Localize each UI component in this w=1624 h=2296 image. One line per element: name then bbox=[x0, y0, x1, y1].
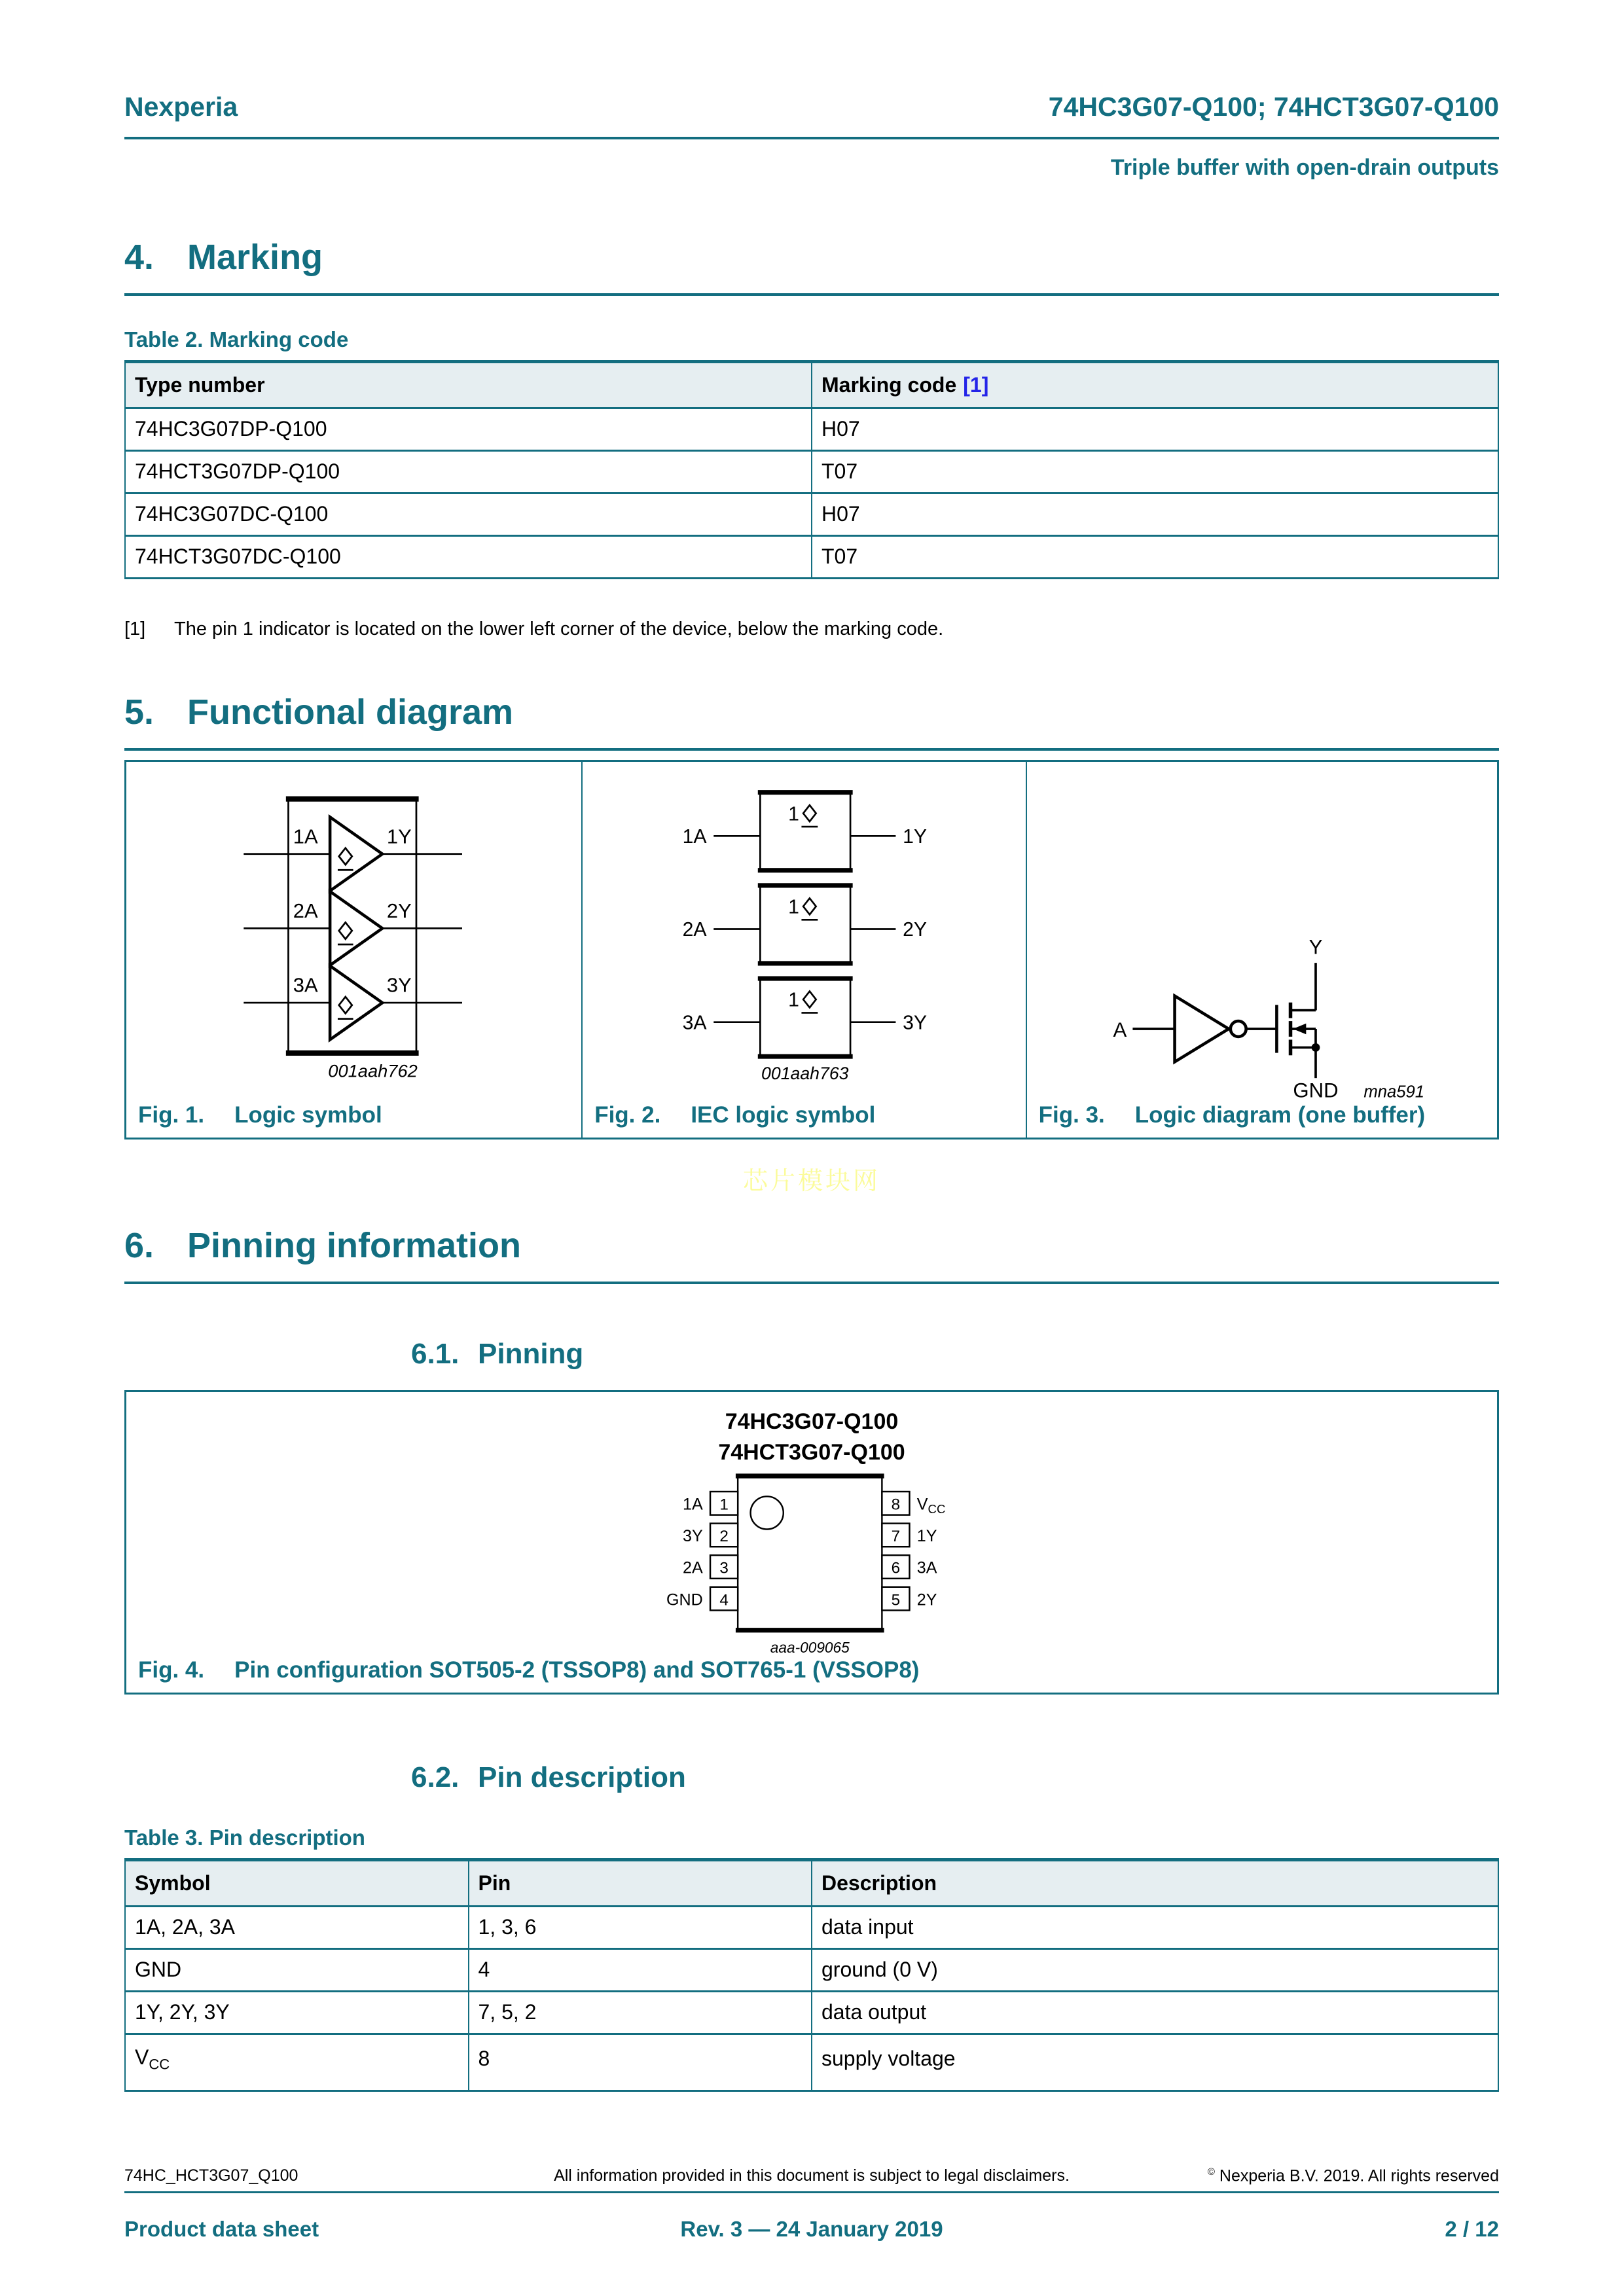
figure-title: IEC logic symbol bbox=[691, 1102, 876, 1128]
table-cell-pin: 8 bbox=[469, 2034, 812, 2090]
section-heading-functional-diagram bbox=[124, 692, 1499, 751]
table2-caption: Table 2. Marking code bbox=[124, 327, 349, 351]
buffer-symbol-3 bbox=[244, 965, 462, 1039]
figure-title: Logic symbol bbox=[234, 1102, 382, 1128]
pin-label: GND bbox=[666, 1590, 703, 1609]
pin-number: 8 bbox=[891, 1496, 900, 1514]
footer-doc-id: 74HC_HCT3G07_Q100 bbox=[124, 2166, 298, 2185]
table-cell-pin: 4 bbox=[469, 1948, 812, 1991]
table-cell-marking-code: H07 bbox=[812, 493, 1498, 536]
table-row bbox=[125, 1906, 1498, 1948]
subsection-title: Pinning bbox=[478, 1337, 584, 1370]
pin-number: 3 bbox=[719, 1559, 729, 1577]
table-header-row bbox=[125, 1859, 1498, 1906]
qualifier-label: 1 bbox=[788, 989, 800, 1011]
output-label: 1Y bbox=[386, 825, 412, 848]
pin-configuration-diagram bbox=[631, 1469, 993, 1656]
input-label: 1A bbox=[293, 825, 318, 848]
symbol-subscript: CC bbox=[149, 2056, 170, 2073]
fig1-panel bbox=[126, 762, 581, 1138]
iec-logic-symbol-diagram bbox=[646, 785, 962, 1083]
open-drain-icon bbox=[804, 991, 817, 1007]
output-label: 3Y bbox=[903, 1012, 928, 1034]
pin-label: 1Y bbox=[916, 1527, 937, 1546]
section-heading-marking bbox=[124, 237, 1499, 296]
nmos-transistor-icon bbox=[1277, 963, 1320, 1078]
table-cell-type-number: 74HC3G07DP-Q100 bbox=[125, 408, 812, 451]
output-label: 3Y bbox=[386, 973, 412, 997]
footer-revision: Rev. 3 — 24 January 2019 bbox=[680, 2217, 943, 2242]
fig3-caption bbox=[1027, 1102, 1497, 1138]
section-title: Marking bbox=[187, 238, 323, 277]
chip-title-line2: 74HCT3G07-Q100 bbox=[718, 1440, 905, 1465]
output-label: Y bbox=[1308, 935, 1323, 959]
iec-block-3 bbox=[683, 976, 927, 1058]
open-drain-icon bbox=[804, 898, 817, 914]
pin1-indicator-icon bbox=[750, 1497, 783, 1530]
table-row bbox=[125, 408, 1498, 451]
figure-title: Pin configuration SOT505-2 (TSSOP8) and SOT765-1 (VSSOP8) bbox=[234, 1657, 920, 1683]
table-cell-marking-code: T07 bbox=[812, 536, 1498, 579]
figure-code: 001aah763 bbox=[761, 1063, 849, 1083]
column-header-description: Description bbox=[812, 1859, 1498, 1906]
buffer-symbol-1 bbox=[244, 817, 462, 891]
brand-name: Nexperia bbox=[124, 92, 238, 122]
fig1-art bbox=[126, 762, 581, 1102]
section-title: Pinning information bbox=[187, 1225, 521, 1265]
input-label: 3A bbox=[293, 973, 318, 997]
table-cell-symbol bbox=[125, 2034, 469, 2090]
output-label: 1Y bbox=[903, 825, 928, 848]
pin-label: 2A bbox=[682, 1558, 703, 1577]
pin-label: 2Y bbox=[916, 1590, 937, 1609]
marking-code-table bbox=[124, 360, 1499, 579]
qualifier-label: 1 bbox=[788, 803, 800, 825]
subsection-heading-pin-description bbox=[411, 1761, 1499, 1794]
input-label: A bbox=[1113, 1018, 1127, 1041]
table-cell-type-number: 74HCT3G07DP-Q100 bbox=[125, 451, 812, 493]
logic-diagram-one-buffer bbox=[1070, 885, 1454, 1101]
pin-number: 5 bbox=[891, 1591, 900, 1609]
pin-number: 4 bbox=[719, 1591, 729, 1609]
subsection-title: Pin description bbox=[478, 1761, 686, 1793]
section-heading-pinning-information bbox=[124, 1225, 1499, 1284]
copyright-symbol: © bbox=[1207, 2166, 1215, 2178]
pin-number: 2 bbox=[719, 1528, 729, 1546]
figure-label: Fig. 1. bbox=[138, 1102, 205, 1128]
footer-disclaimer: All information provided in this document is subject to legal disclaimers. bbox=[554, 2166, 1070, 2185]
table3-caption: Table 3. Pin description bbox=[124, 1825, 365, 1850]
ground-label: GND bbox=[1293, 1079, 1339, 1101]
chip-titles bbox=[126, 1392, 1497, 1469]
footnote-link[interactable]: [1] bbox=[963, 373, 989, 397]
table-row bbox=[125, 493, 1498, 536]
iec-block-2 bbox=[683, 883, 927, 965]
open-drain-icon bbox=[804, 805, 817, 821]
figure-title: Logic diagram (one buffer) bbox=[1134, 1102, 1426, 1128]
figure-label: Fig. 3. bbox=[1038, 1102, 1105, 1128]
figure-label: Fig. 2. bbox=[594, 1102, 661, 1128]
table-row bbox=[125, 1948, 1498, 1991]
fig1-caption bbox=[126, 1102, 581, 1138]
footer-main-row bbox=[124, 2217, 1499, 2242]
chip-art bbox=[126, 1469, 1497, 1657]
logic-symbol-diagram bbox=[193, 785, 514, 1083]
table-row bbox=[125, 451, 1498, 493]
table-cell-type-number: 74HCT3G07DC-Q100 bbox=[135, 545, 341, 568]
watermark-text: 芯片模块网 bbox=[742, 1167, 880, 1195]
pin-number: 7 bbox=[891, 1528, 900, 1546]
document-subtitle: Triple buffer with open-drain outputs bbox=[1110, 155, 1499, 180]
subsection-number: 6.2. bbox=[411, 1761, 460, 1793]
inverter-icon bbox=[1175, 996, 1229, 1062]
table-cell-marking-code: T07 bbox=[812, 451, 1498, 493]
table-cell-marking-code: H07 bbox=[812, 408, 1498, 451]
table-cell-description: ground (0 V) bbox=[812, 1948, 1498, 1991]
pin-number: 6 bbox=[891, 1559, 900, 1577]
figure-label: Fig. 4. bbox=[138, 1657, 205, 1683]
subsection-heading-pinning bbox=[411, 1338, 1499, 1371]
document-title: 74HC3G07-Q100; 74HCT3G07-Q100 bbox=[1048, 92, 1499, 122]
pin-label: 3A bbox=[916, 1558, 937, 1577]
pin-number: 1 bbox=[719, 1496, 729, 1514]
table-row bbox=[125, 2034, 1498, 2090]
chip-title-line1: 74HC3G07-Q100 bbox=[725, 1408, 899, 1434]
table-cell-symbol: 1A, 2A, 3A bbox=[125, 1906, 469, 1948]
vcc-main: V bbox=[916, 1495, 928, 1514]
fig3-art bbox=[1027, 762, 1497, 1102]
input-label: 2A bbox=[293, 899, 318, 922]
section-number: 5. bbox=[124, 692, 154, 732]
input-label: 3A bbox=[683, 1012, 708, 1034]
footnote-1 bbox=[124, 617, 1499, 642]
column-header-pin: Pin bbox=[469, 1859, 812, 1906]
column-header-label: Marking code bbox=[821, 373, 957, 397]
column-header-symbol: Symbol bbox=[125, 1859, 469, 1906]
fig3-panel bbox=[1026, 762, 1497, 1138]
footer-page-number: 2 / 12 bbox=[1445, 2217, 1499, 2242]
table-cell-description: data input bbox=[812, 1906, 1498, 1948]
section-title: Functional diagram bbox=[187, 692, 514, 732]
right-pins bbox=[882, 1492, 945, 1610]
symbol-main: V bbox=[135, 2045, 149, 2069]
figure-code: 001aah762 bbox=[328, 1060, 418, 1081]
fig2-panel bbox=[581, 762, 1025, 1138]
section-number: 4. bbox=[124, 238, 154, 277]
footnote-text: The pin 1 indicator is located on the lower left corner of the device, below the marking code. bbox=[174, 619, 944, 639]
fig2-art bbox=[583, 762, 1025, 1102]
table-row bbox=[125, 1991, 1498, 2034]
pin-label-vcc bbox=[916, 1496, 945, 1516]
table-row bbox=[125, 536, 1498, 579]
qualifier-label: 1 bbox=[788, 896, 800, 918]
table-cell-pin: 7, 5, 2 bbox=[469, 1991, 812, 2034]
copyright-text: Nexperia B.V. 2019. All rights reserved bbox=[1219, 2166, 1499, 2185]
left-pins bbox=[666, 1492, 737, 1610]
column-header-type-number: Type number bbox=[125, 362, 812, 408]
vcc-subscript: CC bbox=[928, 1502, 945, 1516]
output-label: 2Y bbox=[903, 918, 928, 941]
table-cell-type-number: 74HC3G07DC-Q100 bbox=[125, 493, 812, 536]
table-cell-symbol: 1Y, 2Y, 3Y bbox=[125, 1991, 469, 2034]
column-header-marking-code bbox=[812, 362, 1498, 408]
footer-copyright bbox=[1070, 2166, 1499, 2185]
subsection-number: 6.1. bbox=[411, 1337, 460, 1370]
pin-description-table bbox=[124, 1858, 1499, 2092]
fig4-caption bbox=[126, 1657, 1497, 1693]
footer-legal-row bbox=[124, 2166, 1499, 2193]
iec-block-1 bbox=[683, 790, 927, 872]
table-header-row bbox=[125, 362, 1498, 408]
table-cell-description: supply voltage bbox=[812, 2034, 1498, 2090]
output-label: 2Y bbox=[386, 899, 412, 922]
figure-code: aaa-009065 bbox=[770, 1639, 850, 1657]
input-label: 1A bbox=[683, 825, 708, 848]
table-cell-pin: 1, 3, 6 bbox=[469, 1906, 812, 1948]
input-label: 2A bbox=[683, 918, 708, 941]
buffer-symbol-2 bbox=[244, 891, 462, 965]
functional-diagram-figure-box bbox=[124, 760, 1499, 1139]
table-cell-description: data output bbox=[812, 1991, 1498, 2034]
page-content bbox=[124, 0, 1499, 2092]
pin-label: 3Y bbox=[682, 1527, 703, 1546]
inversion-bubble-icon bbox=[1231, 1021, 1246, 1037]
fig2-caption bbox=[583, 1102, 1025, 1138]
footnote-ref: [1] bbox=[124, 619, 146, 639]
page-header bbox=[124, 0, 1499, 139]
page-footer bbox=[124, 2166, 1499, 2242]
footer-doc-type: Product data sheet bbox=[124, 2217, 319, 2242]
pin-configuration-figure-box bbox=[124, 1390, 1499, 1695]
pin-label: 1A bbox=[682, 1495, 703, 1514]
table-cell-symbol: GND bbox=[125, 1948, 469, 1991]
section-number: 6. bbox=[124, 1225, 154, 1265]
chip-body bbox=[735, 1474, 884, 1633]
figure-code: mna591 bbox=[1363, 1083, 1425, 1101]
